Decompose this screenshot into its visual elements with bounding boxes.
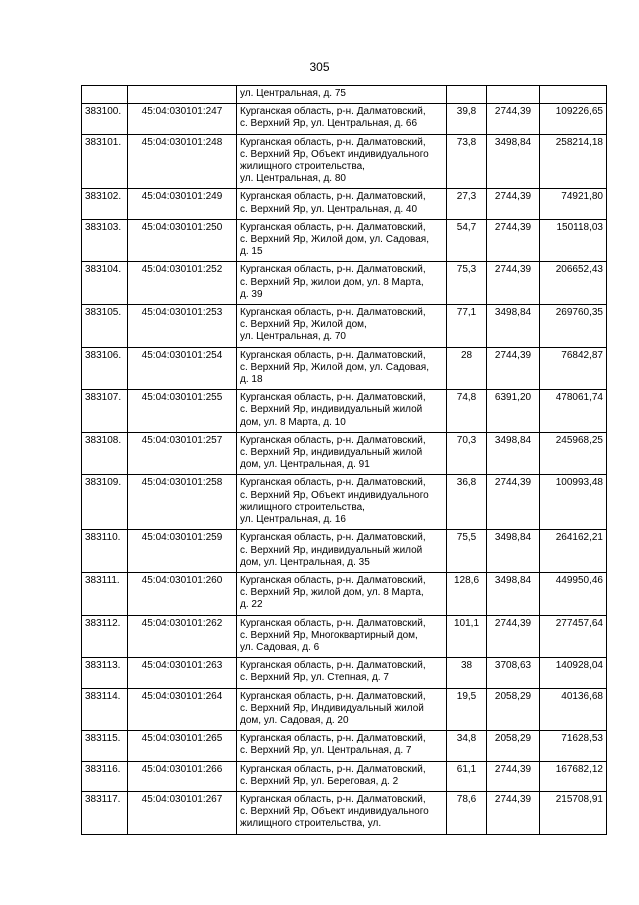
cadastral-value-cell: 245968,25 [540, 432, 607, 475]
row-number-cell: 383116. [82, 761, 128, 791]
cadastral-value-cell: 264162,21 [540, 530, 607, 573]
cadastral-number-cell: 45:04:030101:260 [128, 572, 237, 615]
row-number-cell: 383105. [82, 305, 128, 348]
cadastral-value-cell: 215708,91 [540, 791, 607, 834]
address-cell: ул. Центральная, д. 75 [237, 86, 447, 104]
row-number-cell [82, 86, 128, 104]
table-row [82, 615, 607, 658]
row-number-cell: 383112. [82, 615, 128, 658]
price-cell: 2058,29 [487, 731, 540, 761]
cadastral-value-cell: 258214,18 [540, 134, 607, 189]
table-row [82, 189, 607, 219]
address-cell: Курганская область, р-н. Далматовский, с. Верхний Яр, ул. Степная, д. 7 [237, 658, 447, 688]
cadastral-value-cell: 478061,74 [540, 390, 607, 433]
area-cell: 28 [447, 347, 487, 390]
price-cell: 2744,39 [487, 219, 540, 262]
cadastral-number-cell [128, 86, 237, 104]
cadastral-number-cell: 45:04:030101:258 [128, 475, 237, 530]
cadastral-value-cell: 109226,65 [540, 104, 607, 134]
table-row [82, 791, 607, 834]
cadastral-number-cell: 45:04:030101:250 [128, 219, 237, 262]
cadastral-number-cell: 45:04:030101:257 [128, 432, 237, 475]
cadastral-number-cell: 45:04:030101:259 [128, 530, 237, 573]
address-cell: Курганская область, р-н. Далматовский, с. Верхний Яр, Объект индивидуального жилищного строительства, ул. Центральная, д. 16 [237, 475, 447, 530]
area-cell: 78,6 [447, 791, 487, 834]
price-cell: 2744,39 [487, 347, 540, 390]
price-cell: 2744,39 [487, 475, 540, 530]
row-number-cell: 383103. [82, 219, 128, 262]
table-row [82, 530, 607, 573]
address-cell: Курганская область, р-н. Далматовский, с. Верхний Яр, Индивидуальный жилой дом, ул. Садовая, д. 20 [237, 688, 447, 731]
cadastral-number-cell: 45:04:030101:254 [128, 347, 237, 390]
address-cell: Курганская область, р-н. Далматовский, с. Верхний Яр, Многоквартирный дом, ул. Садовая, д. 6 [237, 615, 447, 658]
price-cell: 3498,84 [487, 134, 540, 189]
cadastral-value-cell: 40136,68 [540, 688, 607, 731]
cadastral-number-cell: 45:04:030101:264 [128, 688, 237, 731]
area-cell: 75,5 [447, 530, 487, 573]
cadastral-number-cell: 45:04:030101:266 [128, 761, 237, 791]
row-number-cell: 383115. [82, 731, 128, 761]
address-cell: Курганская область, р-н. Далматовский, с. Верхний Яр, индивидуальный жилой дом, ул. Центральная, д. 35 [237, 530, 447, 573]
address-cell: Курганская область, р-н. Далматовский, с. Верхний Яр, жилои дом, ул. 8 Марта, д. 39 [237, 262, 447, 305]
address-cell: Курганская область, р-н. Далматовский, с. Верхний Яр, ул. Центральная, д. 7 [237, 731, 447, 761]
table-row [82, 432, 607, 475]
table-row [82, 134, 607, 189]
cadastral-number-cell: 45:04:030101:267 [128, 791, 237, 834]
row-number-cell: 383117. [82, 791, 128, 834]
cadastral-value-cell: 150118,03 [540, 219, 607, 262]
cadastral-number-cell: 45:04:030101:263 [128, 658, 237, 688]
row-number-cell: 383114. [82, 688, 128, 731]
page-number: 305 [309, 60, 330, 74]
address-cell: Курганская область, р-н. Далматовский, с. Верхний Яр, ул. Центральная, д. 40 [237, 189, 447, 219]
row-number-cell: 383101. [82, 134, 128, 189]
area-cell: 36,8 [447, 475, 487, 530]
row-number-cell: 383107. [82, 390, 128, 433]
table-row-carryover [82, 86, 607, 104]
table-row [82, 761, 607, 791]
address-cell: Курганская область, р-н. Далматовский, с. Верхний Яр, Объект индивидуального жилищного строительства, ул. [237, 791, 447, 834]
area-cell: 19,5 [447, 688, 487, 731]
area-cell: 74,8 [447, 390, 487, 433]
area-cell: 75,3 [447, 262, 487, 305]
table-row [82, 219, 607, 262]
price-cell: 3498,84 [487, 432, 540, 475]
row-number-cell: 383111. [82, 572, 128, 615]
address-cell: Курганская область, р-н. Далматовский, с. Верхний Яр, Жилой дом, ул. Садовая, д. 18 [237, 347, 447, 390]
address-cell: Курганская область, р-н. Далматовский, с. Верхний Яр, ул. Центральная, д. 66 [237, 104, 447, 134]
price-cell: 2744,39 [487, 262, 540, 305]
price-cell: 2744,39 [487, 761, 540, 791]
row-number-cell: 383102. [82, 189, 128, 219]
area-cell: 34,8 [447, 731, 487, 761]
area-cell: 77,1 [447, 305, 487, 348]
cadastral-number-cell: 45:04:030101:255 [128, 390, 237, 433]
price-cell: 2744,39 [487, 189, 540, 219]
cadastral-number-cell: 45:04:030101:265 [128, 731, 237, 761]
area-cell: 61,1 [447, 761, 487, 791]
table-row [82, 731, 607, 761]
area-cell: 39,8 [447, 104, 487, 134]
property-table [81, 85, 607, 835]
area-cell: 128,6 [447, 572, 487, 615]
table-row [82, 305, 607, 348]
row-number-cell: 383113. [82, 658, 128, 688]
cadastral-value-cell: 167682,12 [540, 761, 607, 791]
price-cell: 2744,39 [487, 104, 540, 134]
cadastral-number-cell: 45:04:030101:249 [128, 189, 237, 219]
row-number-cell: 383100. [82, 104, 128, 134]
area-cell: 101,1 [447, 615, 487, 658]
table-row [82, 658, 607, 688]
row-number-cell: 383108. [82, 432, 128, 475]
table-row [82, 262, 607, 305]
price-cell: 6391,20 [487, 390, 540, 433]
table-row [82, 390, 607, 433]
cadastral-value-cell: 74921,80 [540, 189, 607, 219]
address-cell: Курганская область, р-н. Далматовский, с. Верхний Яр, индивидуальный жилой дом, ул. 8 Марта, д. 10 [237, 390, 447, 433]
price-cell [487, 86, 540, 104]
price-cell: 3708,63 [487, 658, 540, 688]
price-cell: 3498,84 [487, 530, 540, 573]
table-row [82, 688, 607, 731]
price-cell: 3498,84 [487, 305, 540, 348]
table-row [82, 104, 607, 134]
table-row [82, 572, 607, 615]
cadastral-number-cell: 45:04:030101:253 [128, 305, 237, 348]
row-number-cell: 383106. [82, 347, 128, 390]
price-cell: 2744,39 [487, 615, 540, 658]
property-table-body [82, 86, 607, 835]
cadastral-value-cell: 206652,43 [540, 262, 607, 305]
price-cell: 3498,84 [487, 572, 540, 615]
cadastral-value-cell [540, 86, 607, 104]
cadastral-value-cell: 71628,53 [540, 731, 607, 761]
area-cell: 73,8 [447, 134, 487, 189]
row-number-cell: 383104. [82, 262, 128, 305]
cadastral-value-cell: 100993,48 [540, 475, 607, 530]
address-cell: Курганская область, р-н. Далматовский, с. Верхний Яр, индивидуальный жилой дом, ул. Центральная, д. 91 [237, 432, 447, 475]
cadastral-number-cell: 45:04:030101:248 [128, 134, 237, 189]
address-cell: Курганская область, р-н. Далматовский, с. Верхний Яр, Объект индивидуального жилищного строительства, ул. Центральная, д. 80 [237, 134, 447, 189]
area-cell [447, 86, 487, 104]
address-cell: Курганская область, р-н. Далматовский, с. Верхний Яр, Жилой дом, ул. Садовая, д. 15 [237, 219, 447, 262]
cadastral-value-cell: 277457,64 [540, 615, 607, 658]
area-cell: 38 [447, 658, 487, 688]
price-cell: 2058,29 [487, 688, 540, 731]
price-cell: 2744,39 [487, 791, 540, 834]
area-cell: 27,3 [447, 189, 487, 219]
row-number-cell: 383110. [82, 530, 128, 573]
area-cell: 70,3 [447, 432, 487, 475]
address-cell: Курганская область, р-н. Далматовский, с. Верхний Яр, жилой дом, ул. 8 Марта, д. 22 [237, 572, 447, 615]
cadastral-value-cell: 76842,87 [540, 347, 607, 390]
cadastral-number-cell: 45:04:030101:262 [128, 615, 237, 658]
address-cell: Курганская область, р-н. Далматовский, с. Верхний Яр, Жилой дом, ул. Центральная, д. 70 [237, 305, 447, 348]
address-cell: Курганская область, р-н. Далматовский, с. Верхний Яр, ул. Береговая, д. 2 [237, 761, 447, 791]
cadastral-number-cell: 45:04:030101:247 [128, 104, 237, 134]
cadastral-number-cell: 45:04:030101:252 [128, 262, 237, 305]
table-row [82, 347, 607, 390]
cadastral-value-cell: 269760,35 [540, 305, 607, 348]
area-cell: 54,7 [447, 219, 487, 262]
table-row [82, 475, 607, 530]
cadastral-value-cell: 449950,46 [540, 572, 607, 615]
cadastral-value-cell: 140928,04 [540, 658, 607, 688]
row-number-cell: 383109. [82, 475, 128, 530]
